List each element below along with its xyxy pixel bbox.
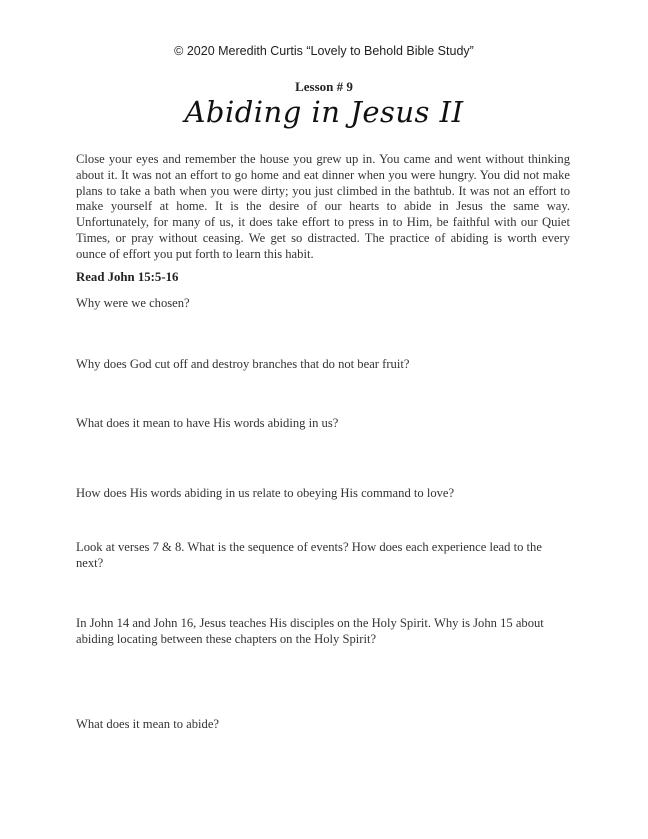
copyright-header: © 2020 Meredith Curtis “Lovely to Behold Bible Study” [174, 44, 474, 58]
question-7: What does it mean to abide? [76, 717, 220, 731]
reading-assignment: Read John 15:5-16 [76, 270, 179, 284]
question-2: Why does God cut off and destroy branches that do not bear fruit? [76, 357, 410, 371]
question-5: Look at verses 7 & 8. What is the sequence of events? How does each experience lead to the next? [76, 540, 542, 570]
question-6: In John 14 and John 16, Jesus teaches His disciples on the Holy Spirit. Why is John 15 about abiding locating between these chapters on the Holy Spirit? [76, 616, 544, 646]
lesson-number: Lesson # 9 [295, 79, 353, 94]
intro-paragraph: Close your eyes and remember the house you grew up in. You came and went without thinking about it. It was not an effort to go home and eat dinner when you were hungry. You did not make plans to take a bath when you were dirty; you just climbed in the bathtub. It was not an effort to make yourself at home. It is the desire of our hearts to abide in Jesus the same way. Unfortunately, for many of us, it does take effort to press in to Him, be faithful with our Quiet Times, or pray without ceasing. We get so distracted. The practice of abiding is worth every ounce of effort you put forth to learn this habit. [76, 152, 570, 261]
question-4: How does His words abiding in us relate to obeying His command to love? [76, 486, 455, 500]
question-3: What does it mean to have His words abiding in us? [76, 416, 339, 430]
lesson-title: Abiding in Jesus II [184, 95, 464, 129]
question-1: Why were we chosen? [76, 296, 190, 310]
